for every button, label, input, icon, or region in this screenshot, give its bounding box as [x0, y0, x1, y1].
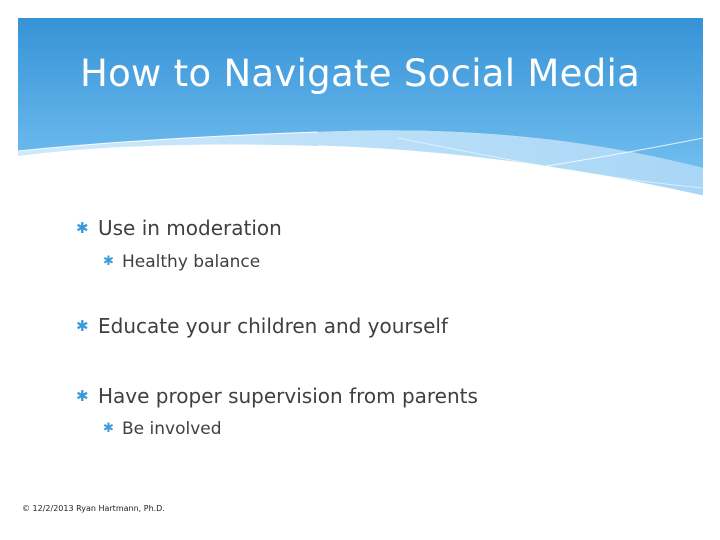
slide-title: How to Navigate Social Media	[79, 52, 641, 95]
asterisk-bullet-icon: ✱	[76, 219, 89, 237]
bullet-text: Healthy balance	[122, 252, 261, 272]
bullet-item	[76, 314, 448, 338]
asterisk-bullet-icon: ✱	[103, 254, 114, 269]
asterisk-bullet-icon: ✱	[76, 317, 89, 335]
sub-bullet-item	[103, 419, 222, 439]
bullet-text: Use in moderation	[98, 216, 282, 240]
asterisk-bullet-icon: ✱	[103, 421, 114, 436]
asterisk-bullet-icon: ✱	[76, 387, 89, 405]
sub-bullet-item	[103, 252, 261, 272]
bullet-item	[76, 216, 282, 240]
bullet-text: Be involved	[122, 419, 222, 439]
slide-footer: © 12/2/2013 Ryan Hartmann, Ph.D.	[22, 504, 165, 513]
bullet-text: Have proper supervision from parents	[98, 384, 478, 408]
bullet-text: Educate your children and yourself	[98, 314, 448, 338]
bullet-item	[76, 384, 478, 408]
